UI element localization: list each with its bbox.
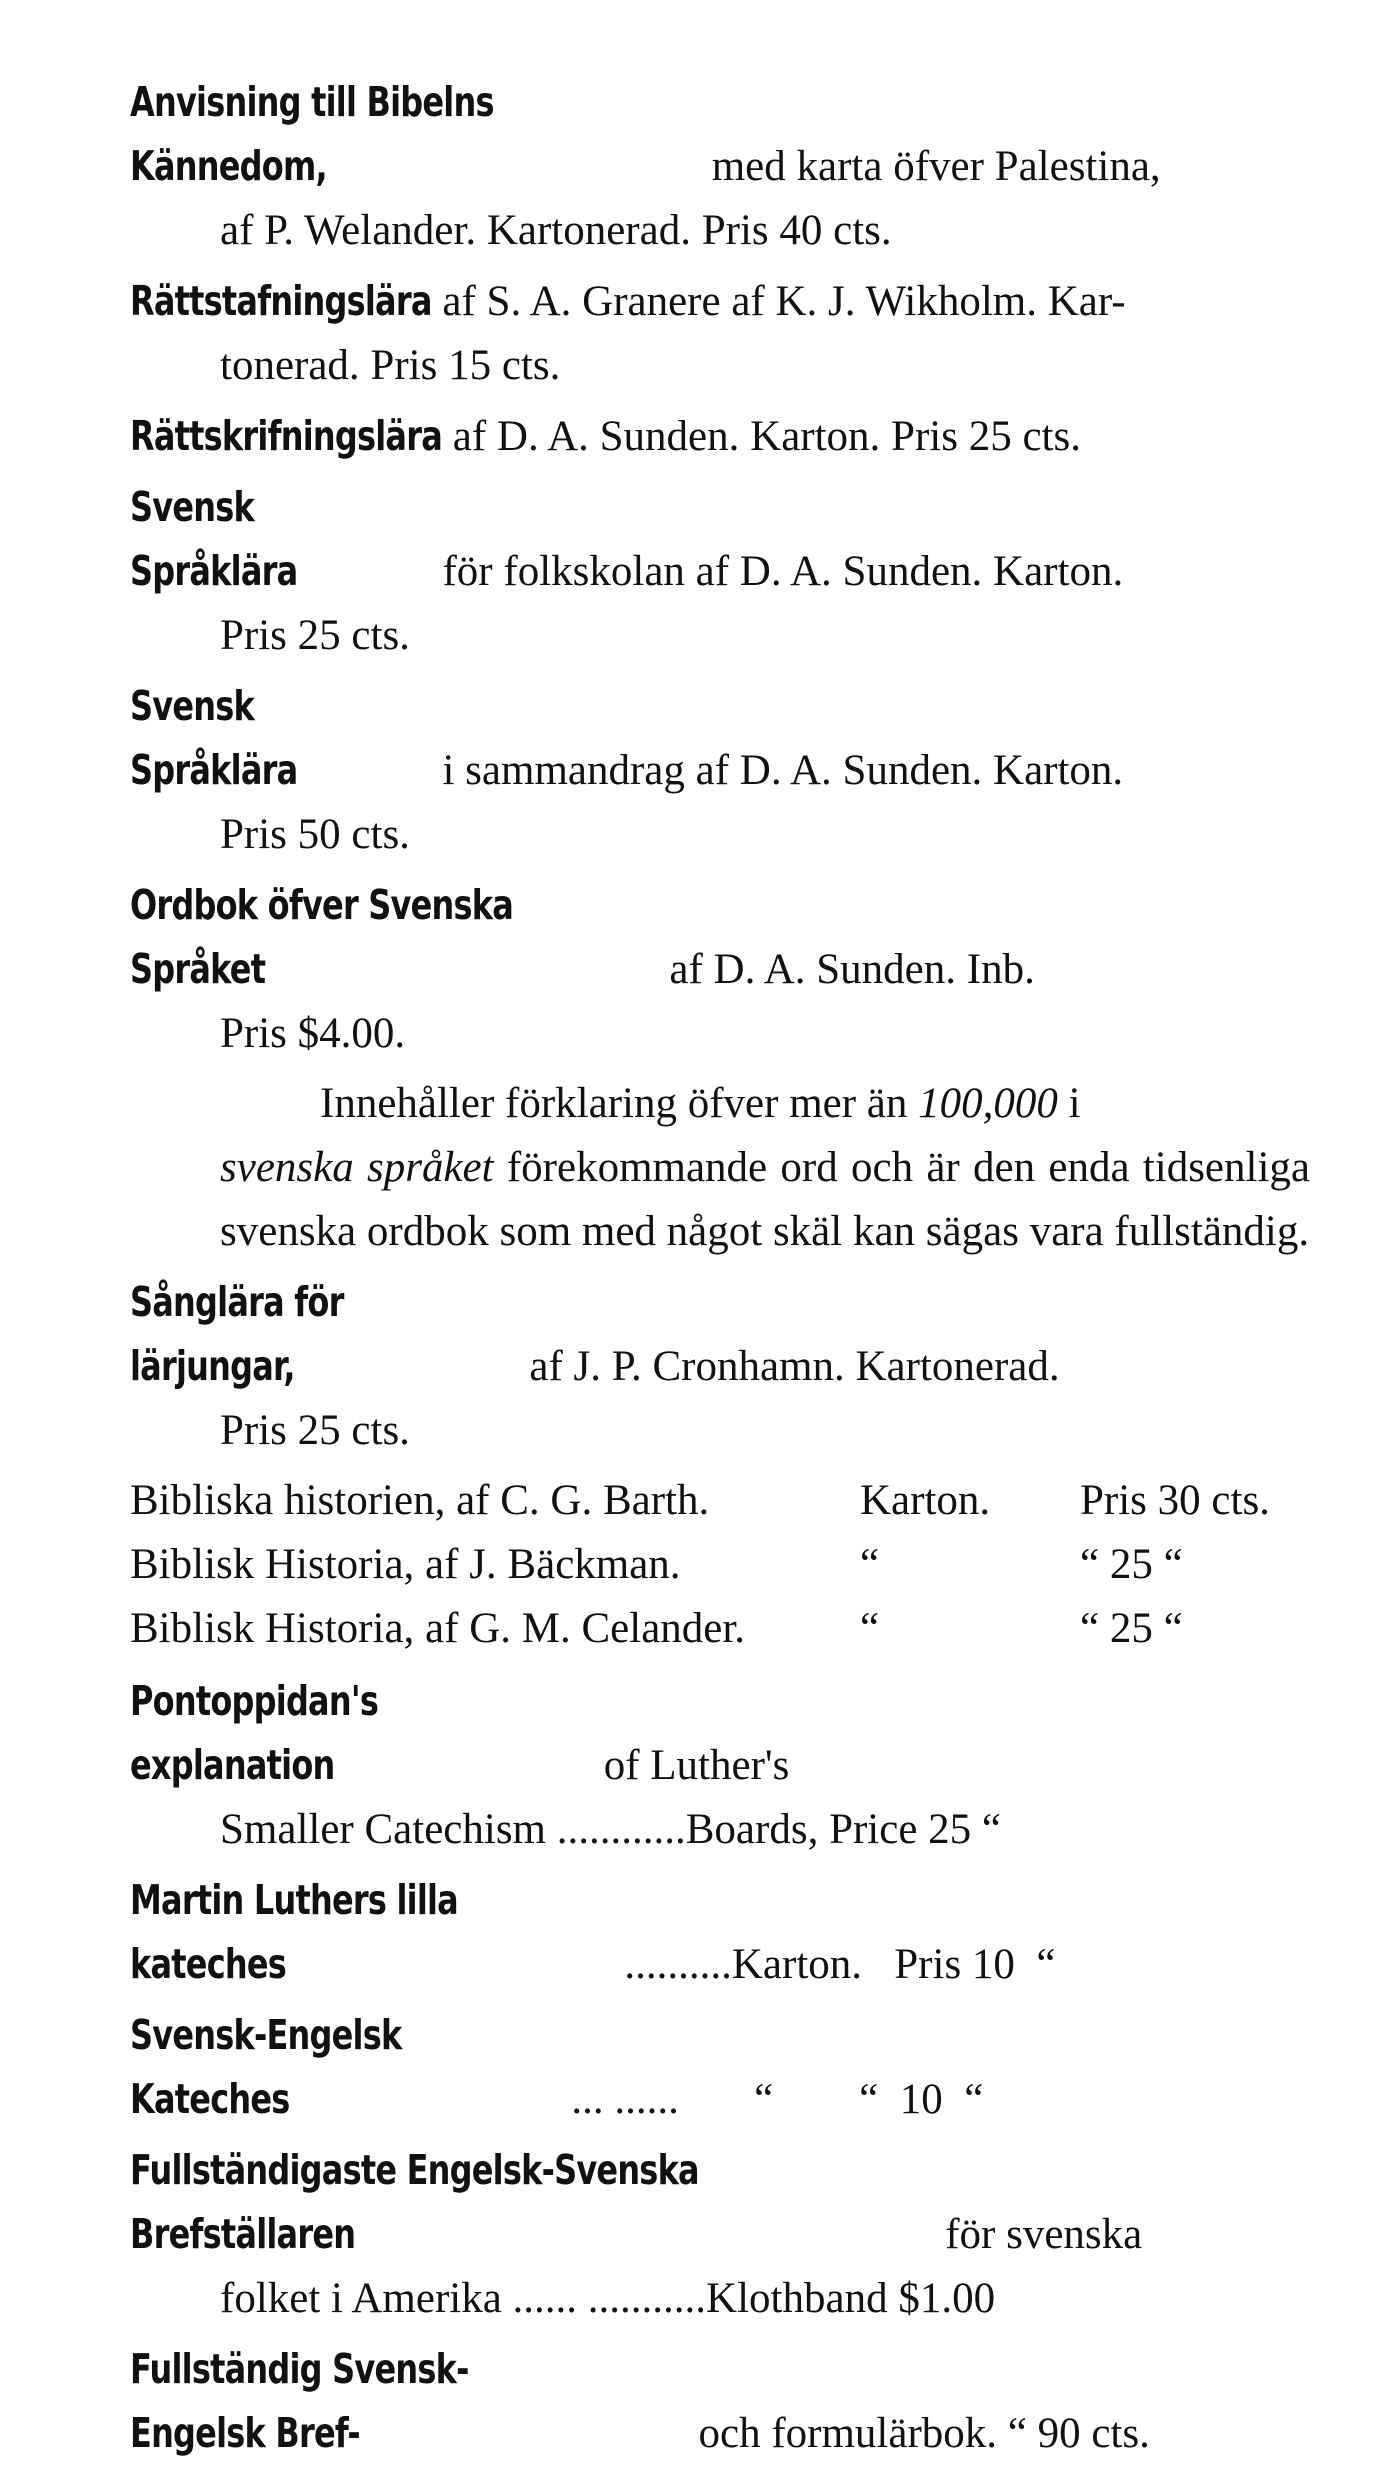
row-title: Biblisk Historia, af J. Bäckman.: [130, 1541, 681, 1588]
entry-ordbok: [130, 873, 1310, 1066]
entry-sanglara: [130, 1270, 1310, 1463]
row-binding: “: [860, 1605, 880, 1652]
description-italic: svenska språket: [220, 1144, 494, 1191]
entry-luthers-kateches: [130, 1868, 1310, 1997]
entry-continuation: Pris $4.00.: [220, 1010, 406, 1057]
entry-anvisning: [130, 70, 1310, 263]
row-price: Pris 30 cts.: [1080, 1477, 1270, 1524]
entry-text: af S. A. Granere af K. J. Wikholm. Kar-: [431, 278, 1126, 325]
entry-continuation: Pris 50 cts.: [220, 811, 410, 858]
entry-formularbok: [130, 2337, 1310, 2466]
entry-continuation: Pris 25 cts.: [220, 1407, 410, 1454]
ordbok-description: [130, 1072, 1310, 1264]
entry-title: Svensk Språklära: [130, 483, 298, 595]
row-binding: “: [860, 1541, 880, 1588]
row-price: “ 25 “: [1080, 1605, 1183, 1652]
row-title: Bibliska historien, af C. G. Barth.: [130, 1477, 710, 1524]
entry-title: Martin Luthers lilla kateches: [130, 1876, 458, 1988]
entry-title: Fullständig Svensk-Engelsk Bref-: [130, 2345, 469, 2457]
entry-svensk-sprakara-sammandrag: [130, 674, 1310, 867]
entry-svensk-engelsk-kateches: [130, 2003, 1310, 2132]
entry-continuation: Smaller Catechism ............Boards, Price 25 “: [220, 1806, 1002, 1853]
entry-text: of Luther's: [592, 1742, 790, 1789]
row-binding: Karton.: [860, 1477, 991, 1524]
description-text: i: [1057, 1080, 1081, 1127]
row-title: Biblisk Historia, af G. M. Celander.: [130, 1605, 746, 1652]
entry-title: Rättskrifningslära: [130, 412, 443, 460]
entry-text: i sammandrag af D. A. Sunden. Karton.: [431, 747, 1124, 794]
entry-continuation: tonerad. Pris 15 cts.: [220, 342, 561, 389]
entry-title: Rättstafningslära: [130, 277, 432, 325]
entry-text: af J. P. Cronhamn. Kartonerad.: [518, 1343, 1060, 1390]
description-text: Innehåller förklaring öfver mer än: [320, 1080, 919, 1127]
entry-text: af D. A. Sunden. Karton. Pris 25 cts.: [442, 413, 1081, 460]
description-number: 100,000: [918, 1080, 1058, 1127]
entry-continuation: af P. Welander. Kartonerad. Pris 40 cts.: [220, 207, 892, 254]
row-price: “ 25 “: [1080, 1541, 1183, 1588]
entry-title: Svensk-Engelsk Kateches: [130, 2011, 402, 2123]
entry-continuation: Pris 25 cts.: [220, 612, 410, 659]
book-advertisement-page: [130, 70, 1310, 2472]
entry-text: ... ...... “ “ 10 “: [571, 2076, 984, 2123]
entry-text: för svenska: [934, 2211, 1143, 2258]
entry-text: och formulärbok. “ 90 cts.: [698, 2410, 1150, 2457]
entry-rattstafningslara: [130, 269, 1310, 398]
entry-text: ..........Karton. Pris 10 “: [624, 1941, 1056, 1988]
entry-title: Sånglära för lärjungar,: [130, 1278, 344, 1390]
row-biblisk-historia-celander: [130, 1597, 1310, 1661]
entry-title: Ordbok öfver Svenska Språket: [130, 881, 514, 993]
entry-title: Svensk Språklära: [130, 682, 298, 794]
entry-text: med karta öfver Palestina,: [700, 143, 1161, 190]
entry-title: Anvisning till Bibelns Kännedom,: [130, 78, 494, 190]
entry-title: Pontoppidan's explanation: [130, 1677, 379, 1789]
entry-brefstallaren: [130, 2138, 1310, 2331]
entry-pontoppidan: [130, 1669, 1310, 1862]
entry-title: Fullständigaste Engelsk-Svenska Brefställaren: [130, 2146, 699, 2258]
row-bibliska-historien: [130, 1469, 1310, 1533]
row-biblisk-historia-backman: [130, 1533, 1310, 1597]
entry-svensk-sprakara-folkskolan: [130, 475, 1310, 668]
description-text: förekommande ord och är den enda tidsenliga svenska ordbok som med något skäl kan sägas vara fullständig.: [220, 1144, 1310, 1255]
entry-continuation: folket i Amerika ...... ...........Klothband $1.00: [220, 2275, 996, 2322]
entry-text: af D. A. Sunden. Inb.: [658, 946, 1035, 993]
entry-rattskrifningslara: [130, 404, 1310, 469]
entry-text: för folkskolan af D. A. Sunden. Karton.: [431, 548, 1124, 595]
